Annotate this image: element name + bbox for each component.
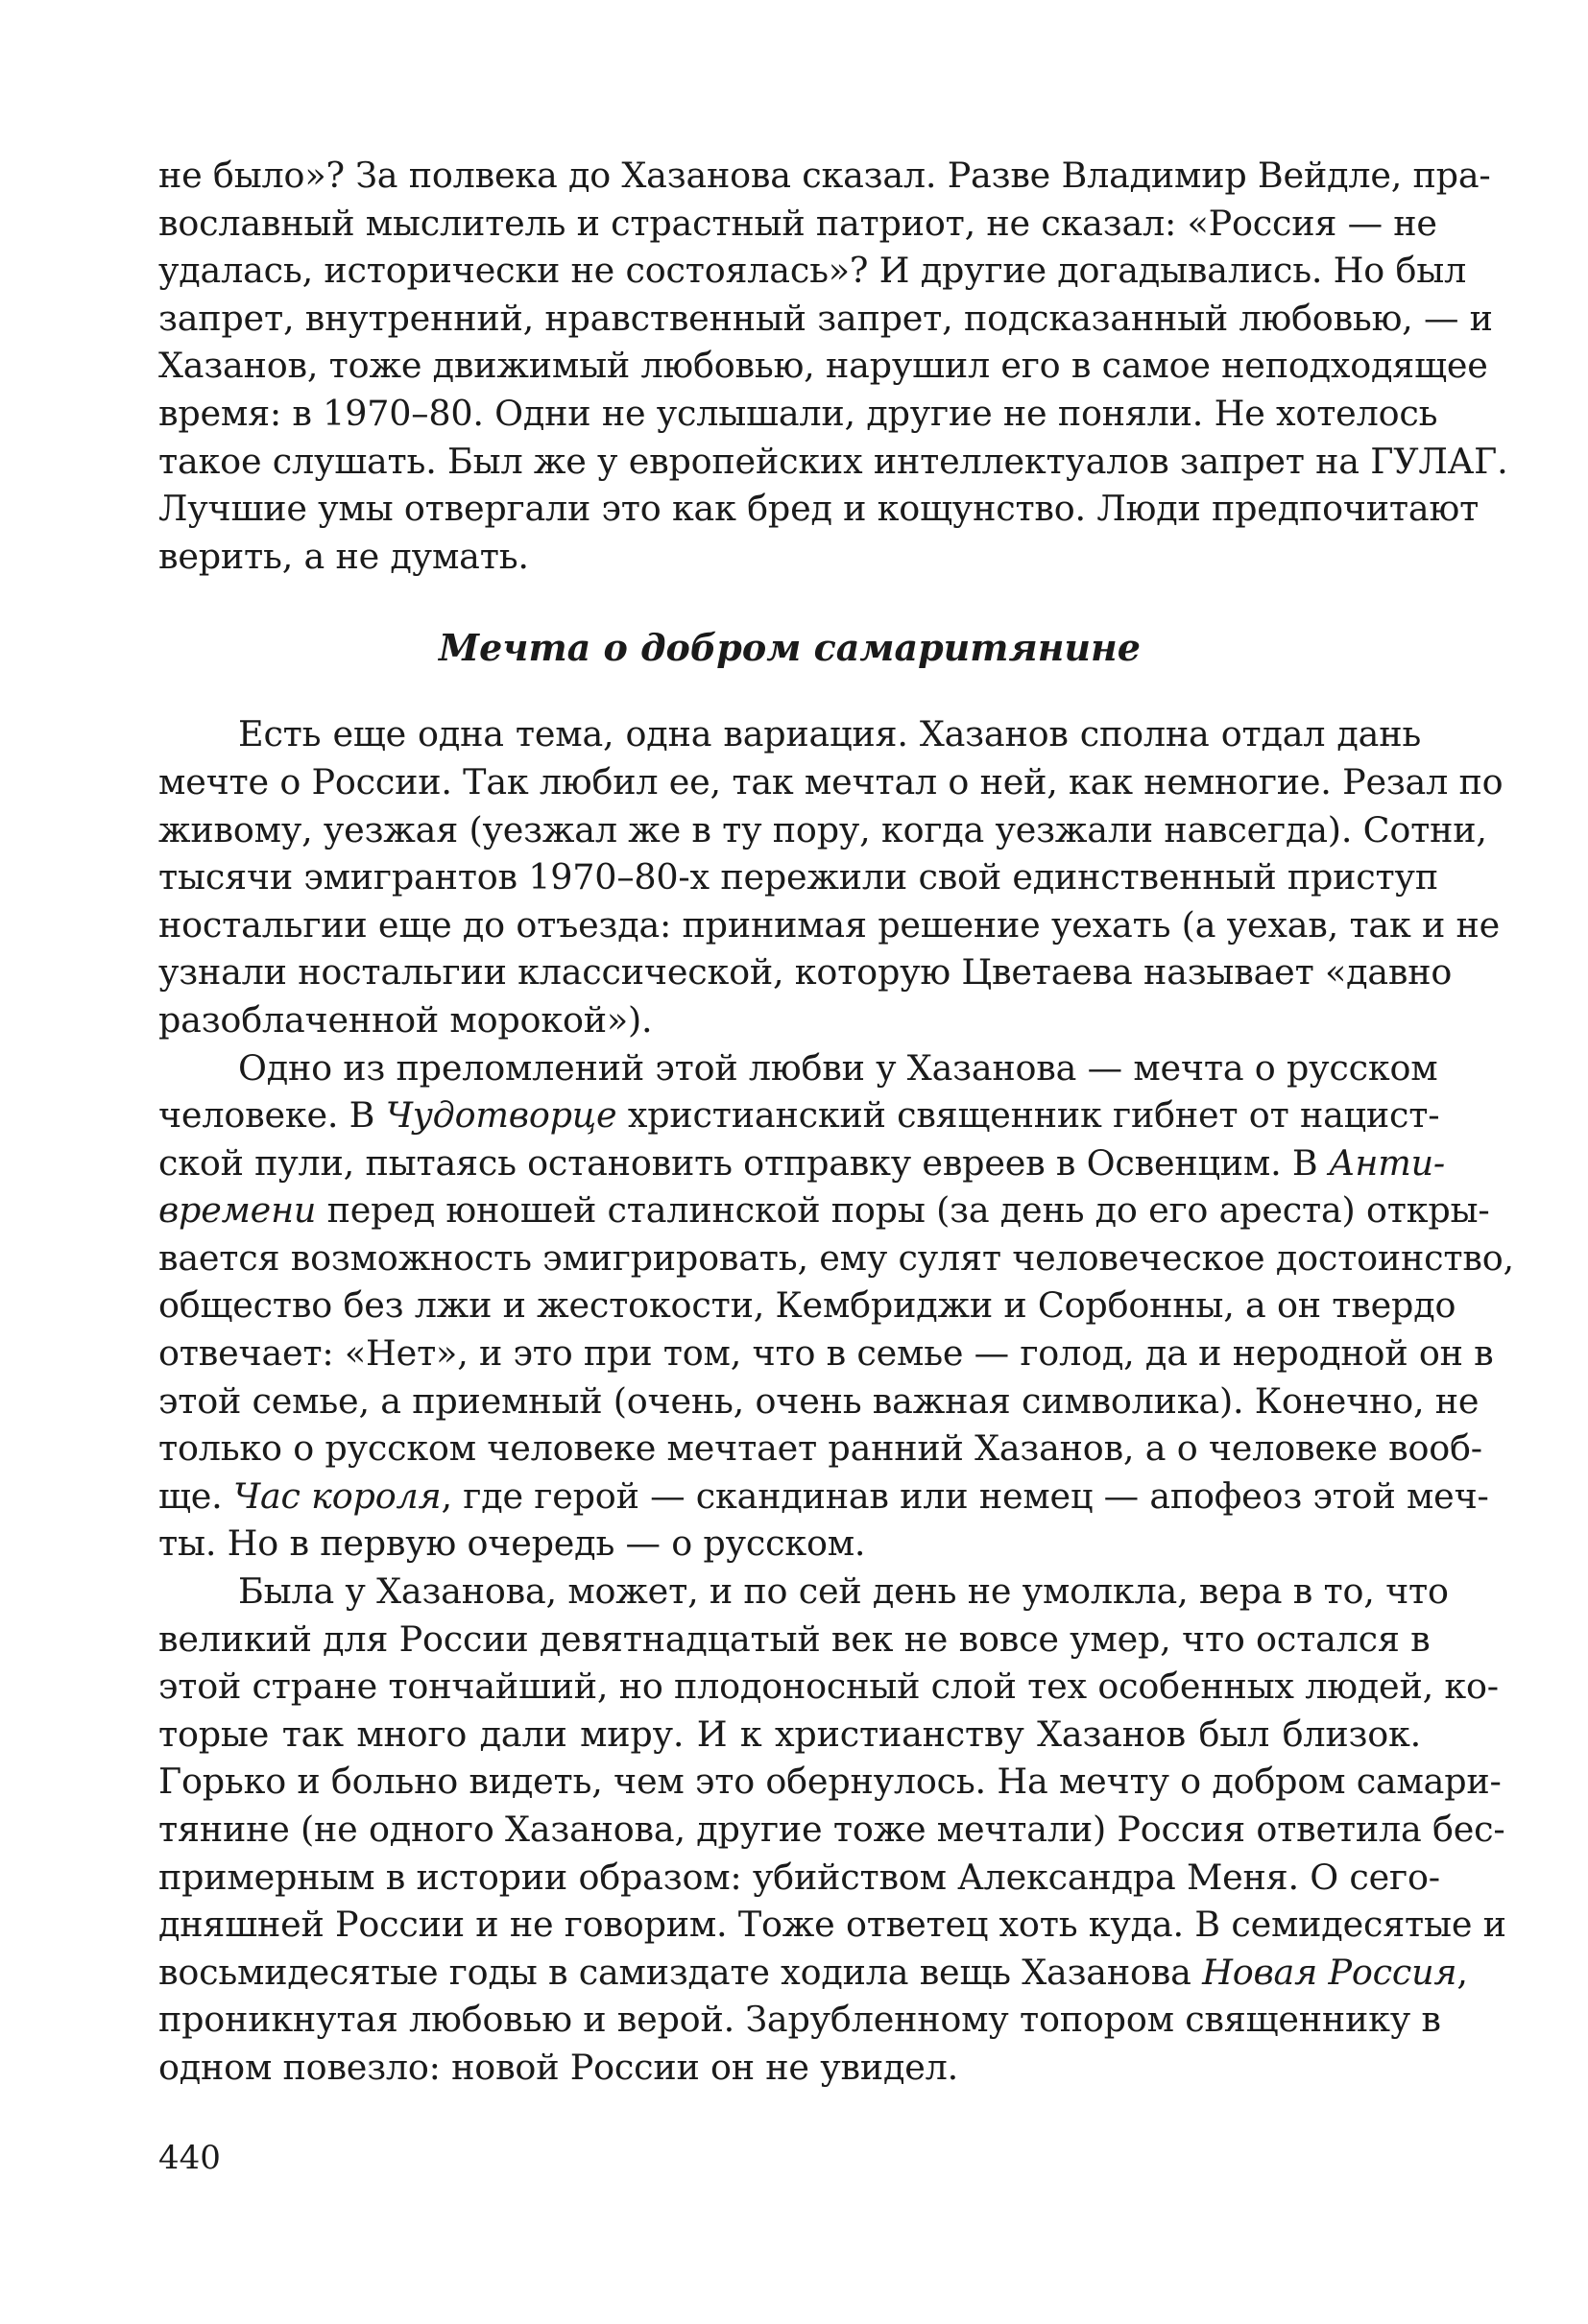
- text-line: мечте о России. Так любил ее, так мечтал о ней, как немногие. Резал по: [158, 760, 1504, 803]
- text-line: отвечает: «Нет», и это при том, что в семье — голод, да и неродной он в: [158, 1332, 1494, 1375]
- text-line: живому, уезжая (уезжал же в ту пору, когда уезжали навсегда). Сотни,: [158, 808, 1487, 851]
- text-run: перед юношей сталинской поры (за день до его ареста) откры-: [316, 1189, 1490, 1232]
- text-line: вается возможность эмигрировать, ему сулят человеческое достоинство,: [158, 1236, 1514, 1279]
- book-title-antivremya-part2: времени: [158, 1189, 317, 1232]
- paragraph-1: [158, 710, 1504, 1043]
- text-line: такое слушать. Был же у европейских интеллектуалов запрет на ГУЛАГ.: [158, 440, 1508, 482]
- intro-paragraph: [158, 152, 1508, 580]
- text-line: торые так много дали миру. И к христианству Хазанов был близок.: [158, 1713, 1421, 1755]
- page-number: 440: [158, 2139, 221, 2177]
- paragraph-3: [158, 1568, 1506, 2092]
- text-line: удалась, исторически не состоялась»? И другие догадывались. Но был: [158, 250, 1467, 292]
- text-line: Есть еще одна тема, одна вариация. Хазанов сполна отдал дань: [238, 713, 1421, 755]
- paragraph-2: [158, 1044, 1514, 1569]
- text-line: не было»? За полвека до Хазанова сказал. Разве Владимир Вейдле, пра-: [158, 155, 1491, 196]
- text-line: время: в 1970–80. Одни не услышали, другие не поняли. Не хотелось: [158, 392, 1438, 434]
- text-line: [158, 1139, 1446, 1187]
- text-line: общество без лжи и жестокости, Кембриджи и Сорбонны, а он твердо: [158, 1284, 1456, 1327]
- book-page: [158, 152, 1514, 2092]
- text-line: [158, 1949, 1468, 1997]
- text-line: Была у Хазанова, может, и по сей день не умолкла, вера в то, что: [238, 1570, 1449, 1613]
- text-line: Хазанов, тоже движимый любовью, нарушил его в самое неподходящее: [158, 345, 1488, 387]
- section-heading: Мечта о добром самаритянине: [439, 626, 1141, 670]
- text-run: восьмидесятые годы в самиздате ходила вещь Хазанова: [158, 1951, 1203, 1993]
- text-line: этой семье, а приемный (очень, очень важная символика). Конечно, не: [158, 1379, 1480, 1422]
- text-run: ской пули, пытаясь остановить отправку евреев в Освенцим. В: [158, 1141, 1329, 1184]
- text-line: разоблаченной морокой»).: [158, 998, 653, 1041]
- text-line: тянине (не одного Хазанова, другие тоже мечтали) Россия ответила бес-: [158, 1809, 1505, 1850]
- text-run: человеке. В: [158, 1094, 386, 1137]
- text-line: этой стране тончайший, но плодоносный слой тех особенных людей, ко-: [158, 1665, 1499, 1708]
- text-line: примерным в истории образом: убийством Александра Меня. О сего-: [158, 1856, 1440, 1898]
- text-line: запрет, внутренний, нравственный запрет, подсказанный любовью, — и: [158, 297, 1493, 339]
- text-line: одном повезло: новой России он не увидел.: [158, 2046, 959, 2088]
- book-title-chas-korolya: Час короля: [232, 1474, 442, 1517]
- text-line: Одно из преломлений этой любви у Хазанова — мечта о русском: [238, 1046, 1438, 1089]
- text-line: дняшней России и не говорим. Тоже ответец хоть куда. В семидесятые и: [158, 1904, 1506, 1946]
- text-line: узнали ностальгии классической, которую Цветаева называет «давно: [158, 951, 1453, 994]
- text-line: только о русском человеке мечтает ранний Хазанов, а о человеке вооб-: [158, 1427, 1482, 1470]
- text-line: верить, а не думать.: [158, 535, 529, 577]
- text-line: вославный мыслитель и страстный патриот, не сказал: «Россия — не: [158, 202, 1437, 244]
- text-run: христианский священник гибнет от нацист-: [616, 1094, 1440, 1137]
- book-title-novaya-rossiya: Новая Россия: [1202, 1951, 1457, 1993]
- text-run: ще.: [158, 1474, 233, 1517]
- text-line: ностальгии еще до отъезда: принимая решение уехать (а уехав, так и не: [158, 903, 1501, 946]
- text-line: ты. Но в первую очередь — о русском.: [158, 1522, 866, 1565]
- text-line: [158, 1091, 1440, 1139]
- text-line: [158, 1473, 1489, 1521]
- text-line: Горько и больно видеть, чем это обернулось. На мечту о добром самари-: [158, 1761, 1502, 1803]
- text-line: Лучшие умы отвергали это как бред и кощунство. Люди предпочитают: [158, 488, 1480, 530]
- text-line: великий для России девятнадцатый век не вовсе умер, что остался в: [158, 1617, 1431, 1660]
- text-run: , где герой — скандинав или немец — апофеоз этой меч-: [441, 1474, 1489, 1517]
- book-title-antivremya-part1: Анти-: [1328, 1141, 1446, 1184]
- text-line: проникнутая любовью и верой. Зарубленному топором священнику в: [158, 1999, 1441, 2041]
- book-title-chudotvorets: Чудотворце: [385, 1094, 617, 1137]
- text-line: [158, 1186, 1490, 1234]
- text-run: ,: [1456, 1951, 1468, 1993]
- text-line: тысячи эмигрантов 1970–80-х пережили свой единственный приступ: [158, 856, 1438, 898]
